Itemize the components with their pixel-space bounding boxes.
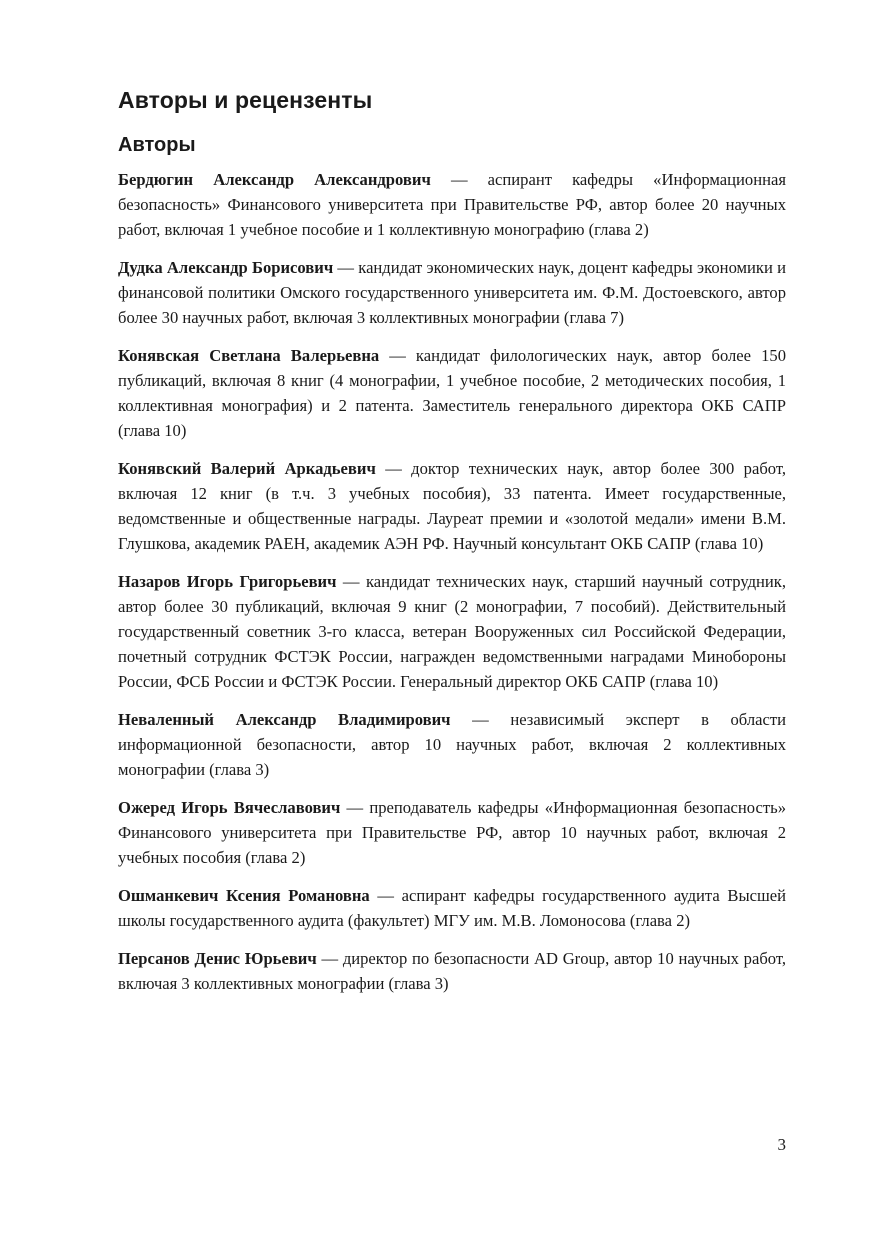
author-description: — кандидат технических наук, старший научный сотрудник, автор более 30 публикаций, включая 9 книг (2 монографии, 7 пособий). Действительный государственный советник 3-го класса, ветеран Вооруженных сил Российской Федерации, почетный сотрудник ФСТЭК России, награжден ведомственными наградами Минобороны России, ФСБ России и ФСТЭК России. Генеральный директор ОКБ САПР (глава 10) [118, 572, 786, 691]
page-number: 3 [777, 1135, 786, 1154]
author-description: — преподаватель кафедры «Информационная безопасность» Финансового университета при Правительстве РФ, автор 10 научных работ, включая 2 учебных пособия (глава 2) [118, 798, 786, 867]
author-description: — независимый эксперт в области информационной безопасности, автор 10 научных работ, включая 2 коллективных монографии (глава 3) [118, 710, 786, 779]
author-description: — аспирант кафедры государственного аудита Высшей школы государственного аудита (факультет) МГУ им. М.В. Ломоносова (глава 2) [118, 886, 786, 930]
author-entry [118, 946, 786, 996]
author-entry [118, 707, 786, 782]
page-content [118, 85, 786, 1009]
author-description: — доктор технических наук, автор более 300 работ, включая 12 книг (в т.ч. 3 учебных пособия), 33 патента. Имеет государственные, ведомственные и общественные награды. Лауреат премии и «золотой медали» имени В.М. Глушкова, академик РАЕН, академик АЭН РФ. Научный консультант ОКБ САПР (глава 10) [118, 459, 786, 553]
author-entry [118, 255, 786, 330]
author-name: Ожеред Игорь Вячеславович [118, 798, 341, 817]
author-description: — аспирант кафедры «Информационная безопасность» Финансового университета при Правительстве РФ, автор более 20 научных работ, включая 1 учебное пособие и 1 коллективную монографию (глава 2) [118, 170, 786, 239]
author-entry [118, 343, 786, 443]
author-name: Конявский Валерий Аркадьевич [118, 459, 376, 478]
author-name: Конявская Светлана Валерьевна [118, 346, 380, 365]
author-entry [118, 883, 786, 933]
author-entry [118, 456, 786, 556]
author-entry [118, 795, 786, 870]
author-name: Персанов Денис Юрьевич [118, 949, 317, 968]
author-name: Ошманкевич Ксения Романовна [118, 886, 370, 905]
author-name: Дудка Александр Борисович [118, 258, 334, 277]
author-name: Бердюгин Александр Александрович [118, 170, 431, 189]
section-title: Авторы [118, 134, 196, 156]
author-description: — кандидат экономических наук, доцент кафедры экономики и финансовой политики Омского государственного университета им. Ф.М. Достоевского, автор более 30 научных работ, включая 3 коллективных монографии (глава 7) [118, 258, 786, 327]
author-name: Назаров Игорь Григорьевич [118, 572, 337, 591]
author-entry [118, 167, 786, 242]
author-description: — директор по безопасности AD Group, автор 10 научных работ, включая 3 коллективных монографии (глава 3) [118, 949, 786, 993]
author-description: — кандидат филологических наук, автор более 150 публикаций, включая 8 книг (4 монографии, 1 учебное пособие, 2 методических пособия, 1 коллективная монография) и 2 патента. Заместитель генерального директора ОКБ САПР (глава 10) [118, 346, 786, 440]
author-entry [118, 569, 786, 694]
page-title: Авторы и рецензенты [118, 87, 373, 113]
author-name: Неваленный Александр Владимирович [118, 710, 451, 729]
